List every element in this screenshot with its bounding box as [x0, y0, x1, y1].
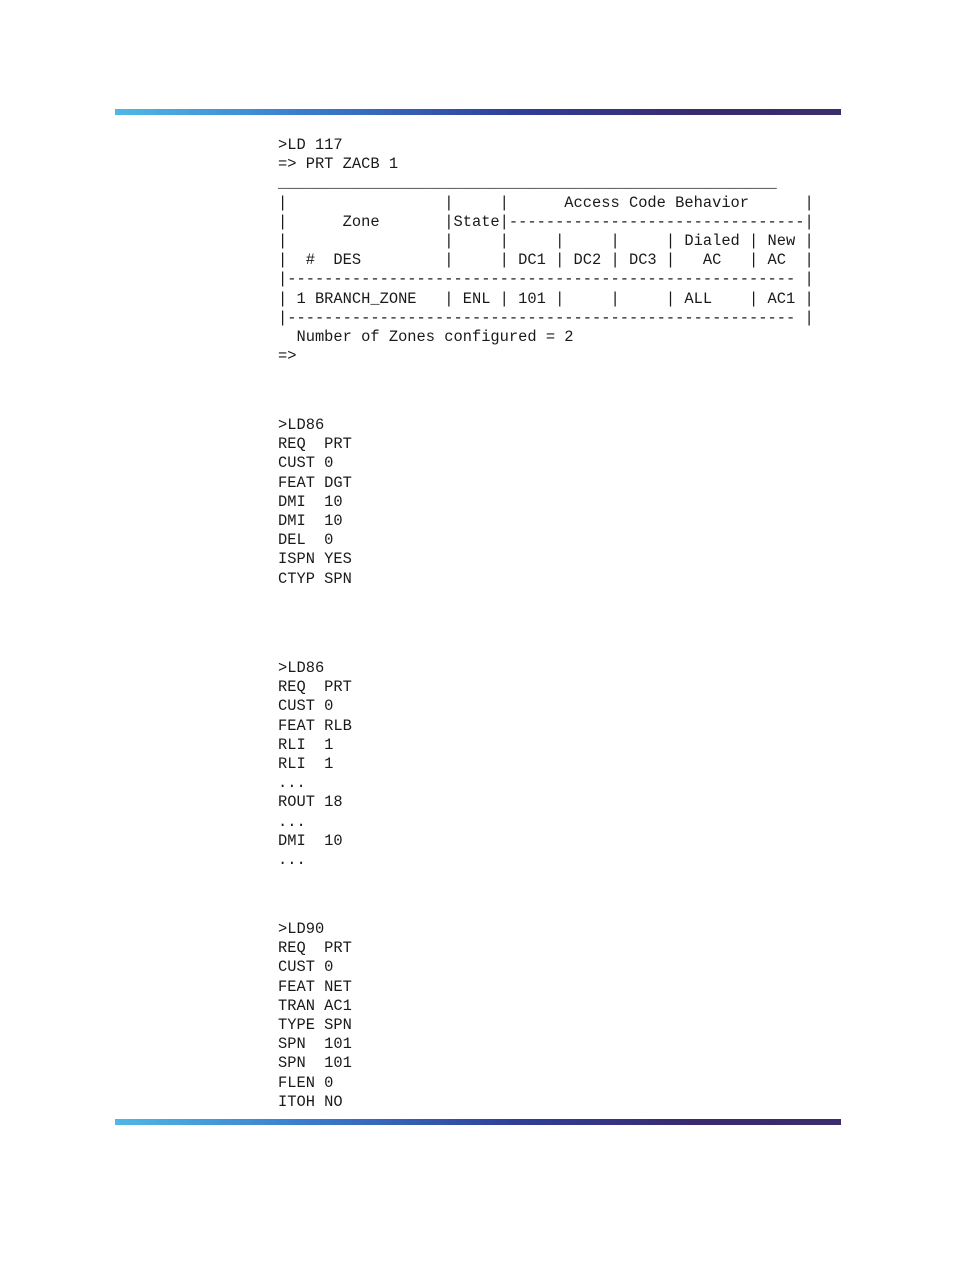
ld117-zacb-output: >LD 117 => PRT ZACB 1 ______________________________________________________ | | | Access Code Behavior | | Zone |State|--------------------------------| | | | | | | Dialed | New | | # DES | | DC1 | DC2 | DC3 | AC | AC | |------------------------------------------------------- | | 1 BRANCH_ZONE | ENL | 101 | | | ALL | AC1 | |------------------------------------------------------- | Number of Zones configured = 2 => — [278, 136, 814, 366]
ld90-net-output: >LD90 REQ PRT CUST 0 FEAT NET TRAN AC1 TYPE SPN SPN 101 SPN 101 FLEN 0 ITOH NO — [278, 920, 352, 1111]
header-rule — [115, 109, 841, 115]
ld86-rlb-output: >LD86 REQ PRT CUST 0 FEAT RLB RLI 1 RLI 1 ... ROUT 18 ... DMI 10 ... — [278, 659, 352, 870]
ld86-dgt-output: >LD86 REQ PRT CUST 0 FEAT DGT DMI 10 DMI 10 DEL 0 ISPN YES CTYP SPN — [278, 416, 352, 588]
footer-rule — [115, 1119, 841, 1125]
